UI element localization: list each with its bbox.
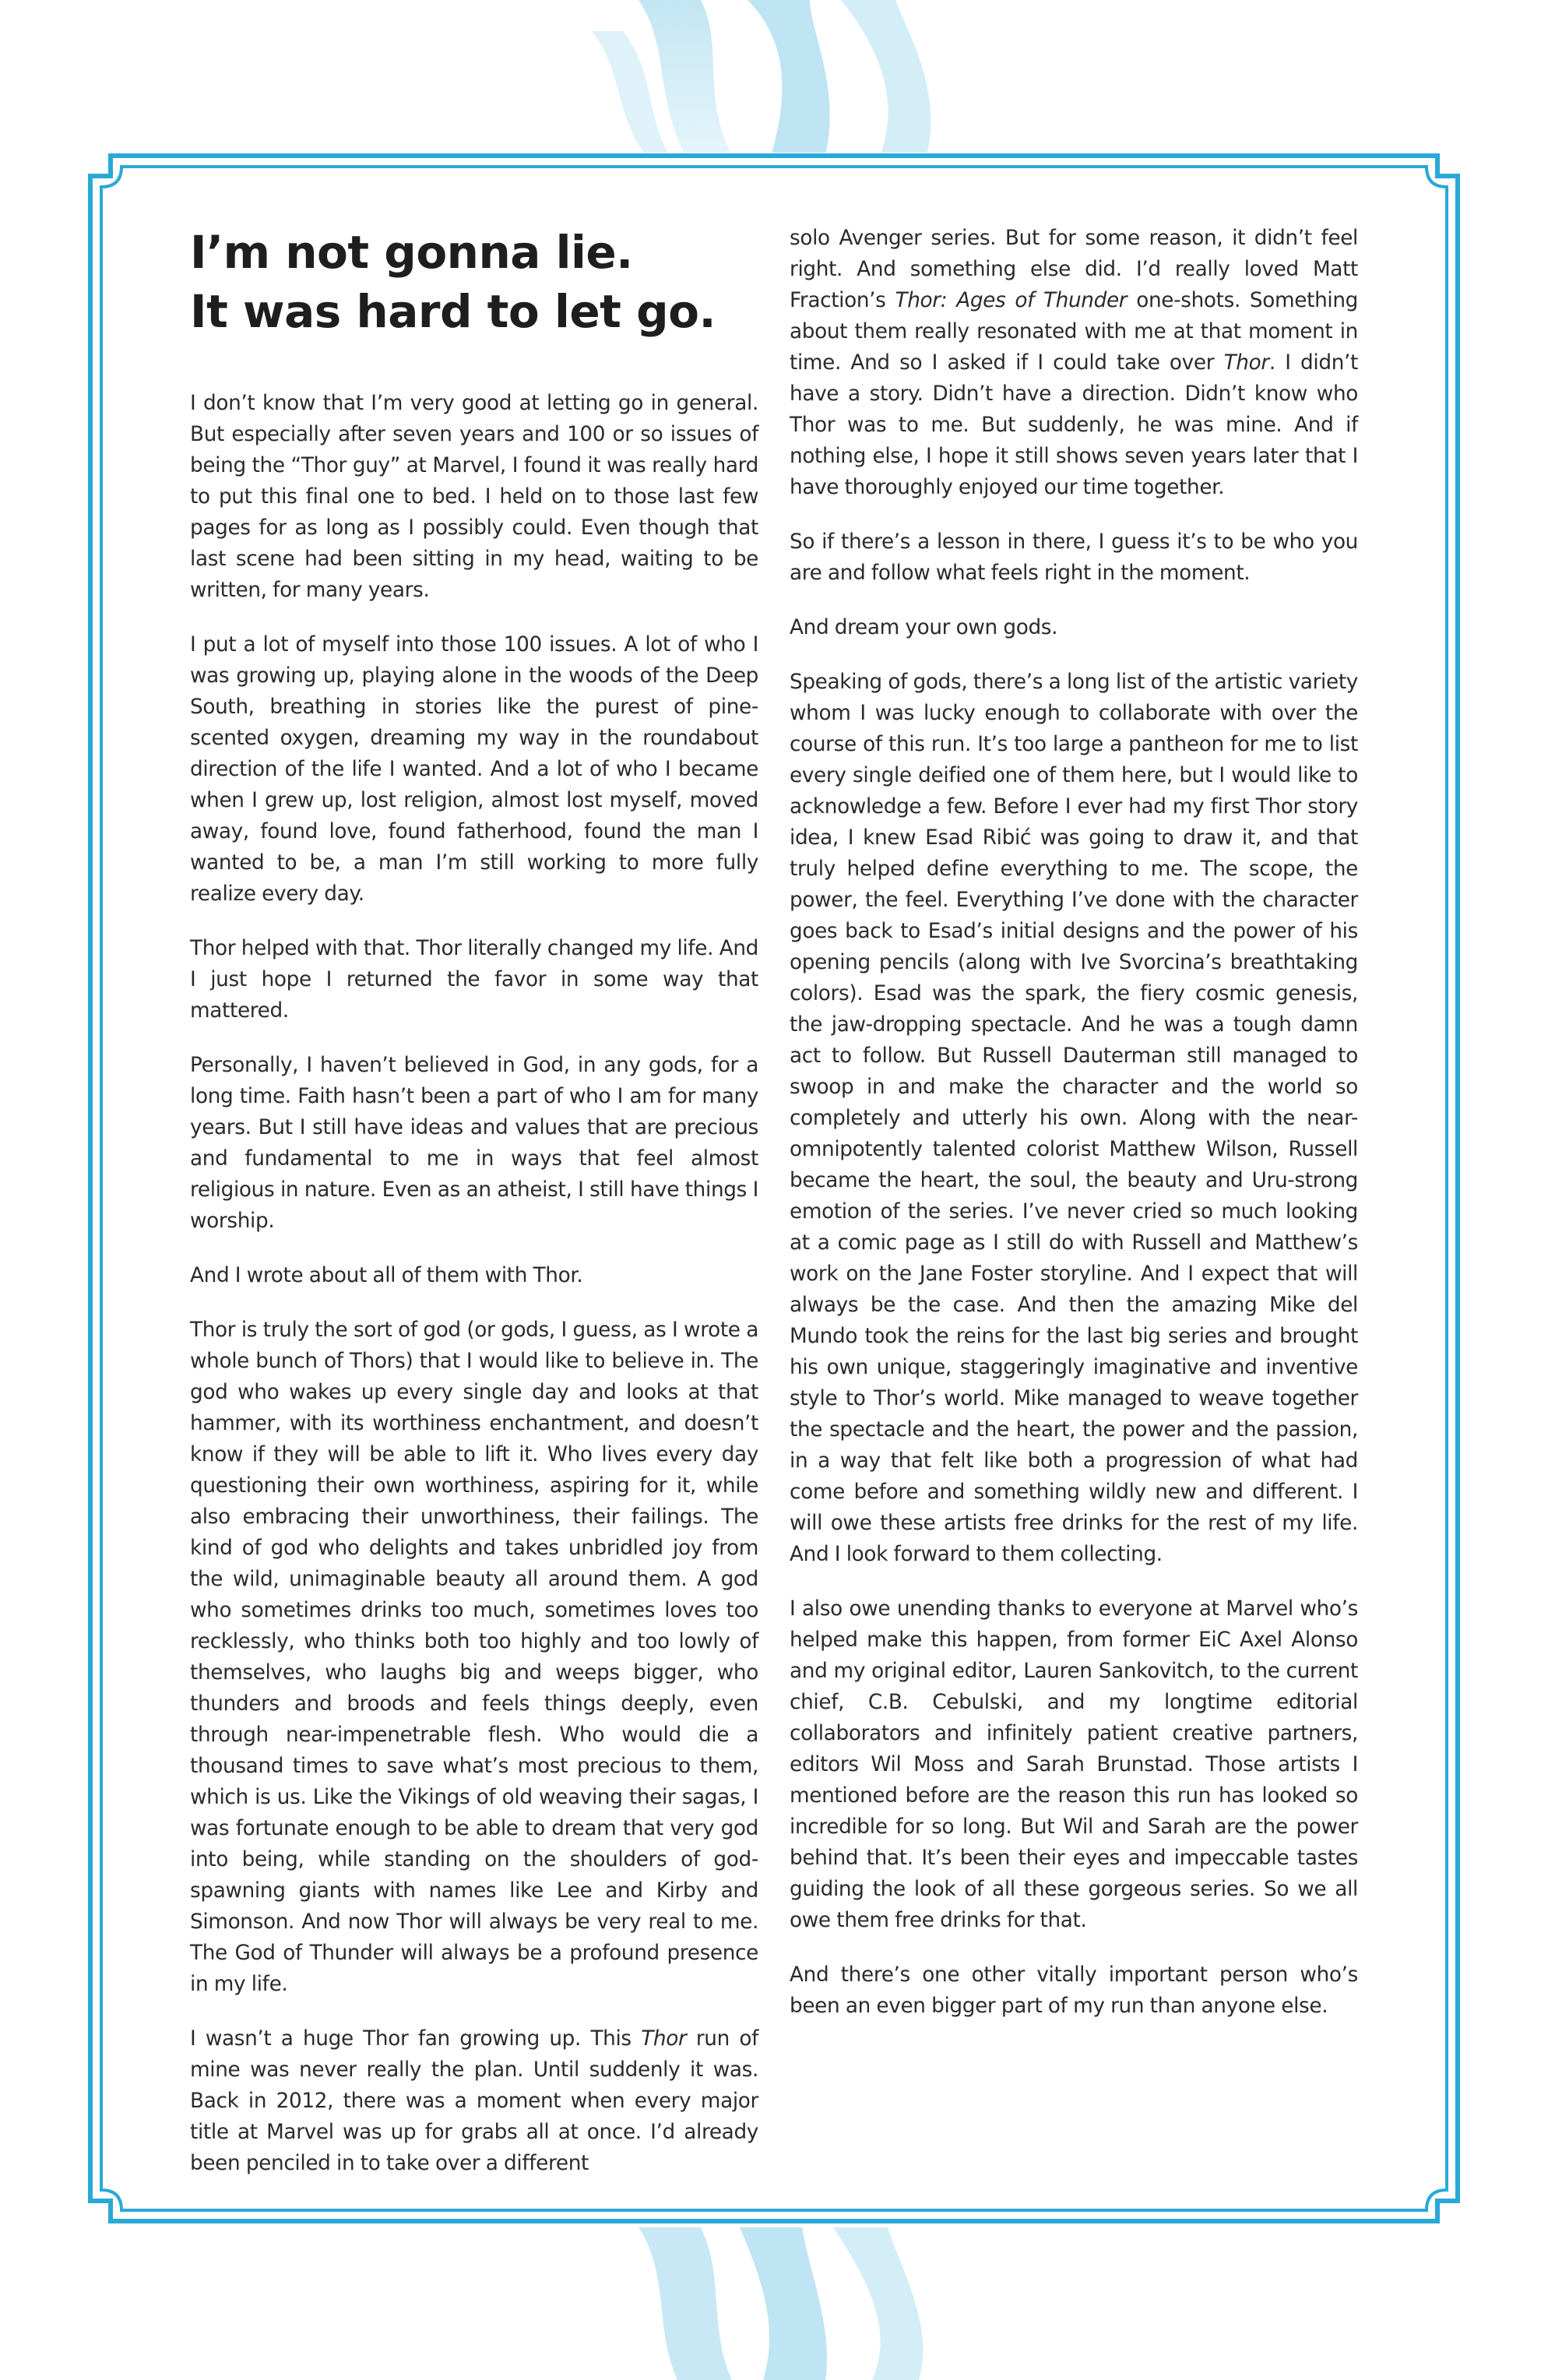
article-frame: [87, 153, 1461, 2224]
paragraph: And there’s one other vitally important person who’s been an even bigger part of my run than anyone else.: [790, 1963, 1358, 2018]
paragraph: Thor helped with that. Thor literally changed my life. And I just hope I returned the favor in some way that mattered.: [190, 937, 758, 1023]
paragraph-text: run of mine was never really the plan. Until suddenly it was. Back in 2012, there was a moment when every major title at Marvel was up for grabs all at once. I’d already been penciled in to take over a different: [190, 2027, 759, 2175]
paragraph: I don’t know that I’m very good at letting go in general. But especially after seven years and 100 or so issues of being the “Thor guy” at Marvel, I found it was really hard to put this final one to bed. I held on to those last few pages for as long as I possibly could. Even though that last scene had been sitting in my head, waiting to be written, for many years.: [190, 392, 758, 602]
paragraph: I also owe unending thanks to everyone at Marvel who’s helped make this happen, from former EiC Axel Alonso and my original editor, Lauren Sankovitch, to the current chief, C.B. Cebulski, and my longtime editorial collaborators and infinitely patient creative partners, editors Wil Moss and Sarah Brunstad. Those artists I mentioned before are the reason this run has looked so incredible for so long. But Wil and Sarah are the power behind that. It’s been their eyes and impeccable tastes guiding the look of all these gorgeous series. So we all owe them free drinks for that.: [790, 1597, 1358, 1932]
left-column: [190, 223, 759, 2175]
italic-title: Thor: [1223, 351, 1269, 375]
paragraph-text: one-shots. Something about them really resonated with me at that moment in time. And so I asked if I could take over: [790, 289, 1358, 375]
paragraph-text: I wasn’t a huge Thor fan growing up. This: [190, 2027, 642, 2051]
paragraph: Personally, I haven’t believed in God, in any gods, for a long time. Faith hasn’t been a part of who I am for many years. But I still have ideas and values that are precious and fundamental to me in ways that feel almost religious in nature. Even as an atheist, I still have things I worship.: [190, 1054, 758, 1233]
paragraph: [790, 223, 1358, 503]
paragraph-text: solo Avenger series. But for some reason, it didn’t feel right. And something else did. I’d really loved Matt Fraction’s: [790, 227, 1358, 312]
paragraph: And I wrote about all of them with Thor.: [190, 1264, 583, 1287]
italic-title: Thor: Ages of Thunder: [895, 289, 1128, 312]
italic-title: Thor: [641, 2027, 687, 2051]
paragraph: So if there’s a lesson in there, I guess it’s to be who you are and follow what feels right in the moment.: [790, 530, 1358, 585]
paragraph: Thor is truly the sort of god (or gods, I guess, as I wrote a whole bunch of Thors) that I would like to believe in. The god who wakes up every single day and looks at that hammer, with its worthiness enchantment, and doesn’t know if they will be able to lift it. Who lives every day questioning their own worthiness, aspiring for it, while also embracing their unworthiness, their failings. The kind of god who delights and takes unbridled joy from the wild, unimaginable beauty all around them. A god who sometimes drinks too much, sometimes loves too recklessly, who thinks both too highly and too lowly of themselves, who laughs big and weeps bigger, who thunders and broods and feels things deeply, even through near-impenetrable flesh. Who would die a thousand times to save what’s most precious to them, which is us. Like the Vikings of old weaving their sagas, I was fortunate enough to be able to dream that very god into being, while standing on the shoulders of god-spawning giants with names like Lee and Kirby and Simonson. And now Thor will always be very real to me. The God of Thunder will always be a profound presence in my life.: [190, 1319, 758, 1996]
headline: [190, 223, 758, 341]
paragraph: Speaking of gods, there’s a long list of the artistic variety whom I was lucky enough to collaborate with over the course of this run. It’s too large a pantheon for me to list every single deified one of them here, but I would like to acknowledge a few. Before I ever had my first Thor story idea, I knew Esad Ribić was going to draw it, and that truly helped define everything to me. The scope, the power, the feel. Everything I’ve done with the character goes back to Esad’s initial designs and the power of his opening pencils (along with Ive Svorcina’s breathtaking colors). Esad was the spark, the fiery cosmic genesis, the jaw-dropping spectacle. And he was a tough damn act to follow. But Russell Dauterman still managed to swoop in and make the character and the world so completely and utterly his own. Along with the near-omnipotently talented colorist Matthew Wilson, Russell became the heart, the soul, the beauty and Uru-strong emotion of the series. I’ve never cried so much looking at a comic page as I still do with Russell and Matthew’s work on the Jane Foster storyline. And I expect that will always be the case. And then the amazing Mike del Mundo took the reins for the last big series and brought his own unique, staggeringly imaginative and inventive style to Thor’s world. Mike managed to weave together the spectacle and the heart, the power and the passion, in a way that felt like both a progression of what had come before and something wildly new and different. I will owe these artists free drinks for the rest of my life. And I look forward to them collecting.: [790, 671, 1358, 1566]
paragraph: [190, 2023, 758, 2179]
headline-line-2: It was hard to let go.: [190, 285, 716, 338]
article-body: [190, 223, 1358, 2175]
paragraph: I put a lot of myself into those 100 issues. A lot of who I was growing up, playing alone in the woods of the Deep South, breathing in stories like the purest of pine-scented oxygen, dreaming my way in the roundabout direction of the life I wanted. And a lot of who I became when I grew up, lost religion, almost lost myself, moved away, found love, found fatherhood, found the man I wanted to be, a man I’m still working to more fully realize every day.: [190, 633, 758, 906]
paragraph-text: . I didn’t have a story. Didn’t have a direction. Didn’t know who Thor was to me. But suddenly, he was mine. And if nothing else, I hope it still shows seven years later that I have thoroughly enjoyed our time together.: [790, 351, 1358, 499]
right-column: [790, 223, 1358, 2170]
paragraph: And dream your own gods.: [790, 616, 1058, 639]
headline-line-1: I’m not gonna lie.: [190, 226, 633, 279]
